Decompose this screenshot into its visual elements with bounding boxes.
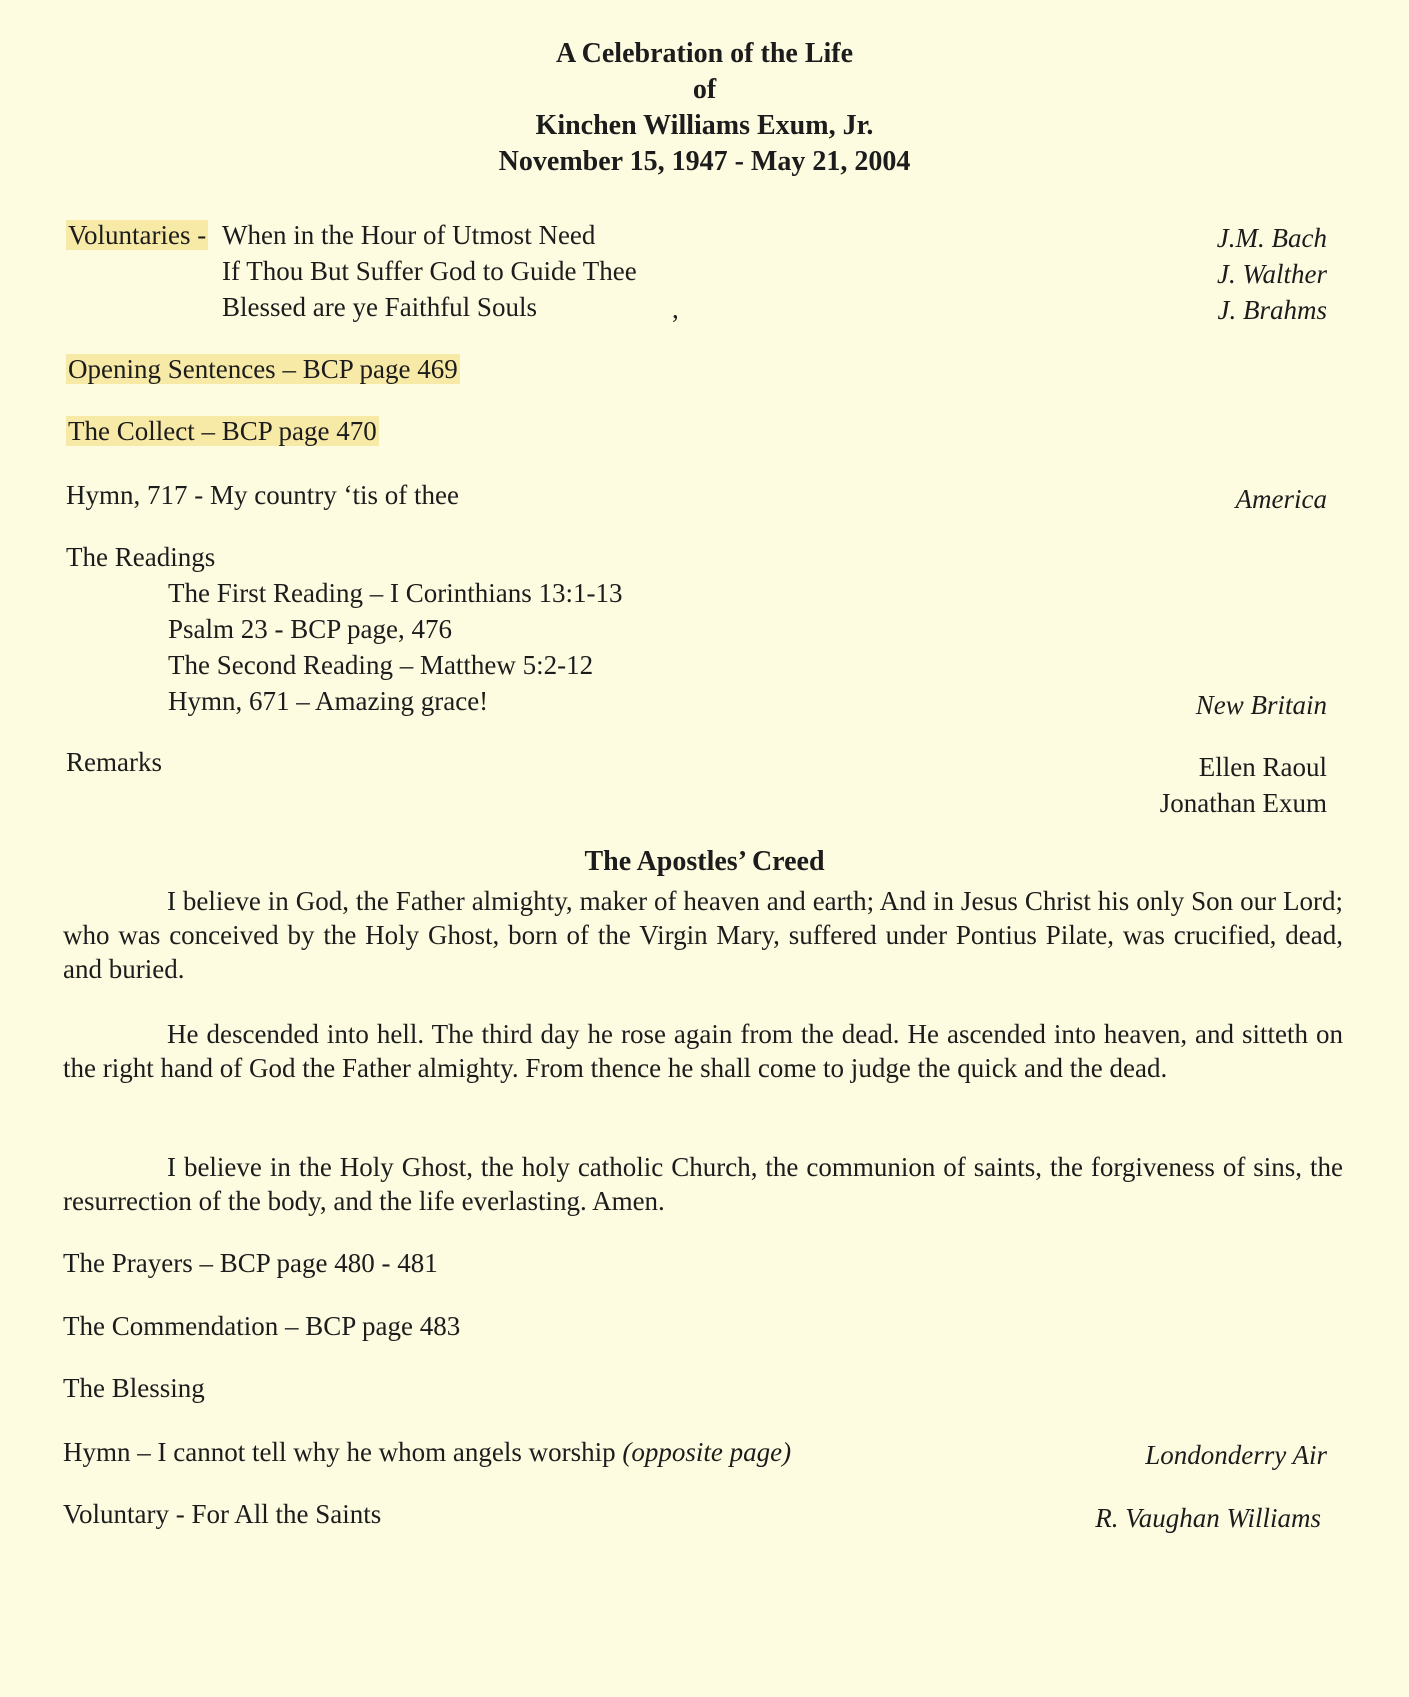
closing-voluntary: Voluntary - For All the Saints	[63, 1499, 382, 1529]
composer-vaughan-williams: R. Vaughan Williams	[1095, 1503, 1321, 1533]
closing-hymn-text: Hymn – I cannot tell why he whom angels worship	[63, 1437, 616, 1467]
voluntary-title-2: If Thou But Suffer God to Guide Thee	[222, 256, 637, 286]
tune-america: America	[1235, 484, 1327, 514]
closing-hymn-note: (opposite page)	[622, 1437, 792, 1467]
creed-paragraph-3: I believe in the Holy Ghost, the holy catholic Church, the communion of saints, the forgiveness of sins, the resurrection of the body, and the life everlasting. Amen.	[63, 1152, 1343, 1216]
creed-paragraph-2: He descended into hell. The third day he rose again from the dead. He ascended into heaven, and sitteth on the right hand of God the Father almighty. From thence he shall come to judge the quick and the dead.	[63, 1019, 1343, 1083]
title-line-1: A Celebration of the Life	[555, 38, 854, 69]
closing-hymn	[63, 1435, 791, 1469]
composer-bach: J.M. Bach	[1216, 223, 1327, 253]
tune-new-britain: New Britain	[1195, 690, 1327, 720]
title-line-2: of	[692, 74, 717, 105]
reading-psalm: Psalm 23 - BCP page, 476	[168, 614, 453, 644]
reading-1: The First Reading – I Corinthians 13:1-13	[168, 578, 623, 608]
opening-sentences: Opening Sentences – BCP page 469	[68, 354, 458, 384]
the-commendation: The Commendation – BCP page 483	[63, 1311, 461, 1341]
speaker-2: Jonathan Exum	[1159, 788, 1327, 818]
creed-paragraph-1: I believe in God, the Father almighty, maker of heaven and earth; And in Jesus Christ his only Son our Lord; who was conceived by the Holy Ghost, born of the Virgin Mary, suffered under Pontius Pilate, was crucified, dead, and buried.	[63, 886, 1343, 984]
voluntary-title-1: When in the Hour of Utmost Need	[222, 220, 596, 250]
the-prayers: The Prayers – BCP page 480 - 481	[63, 1248, 438, 1278]
title-line-4: November 15, 1947 - May 21, 2004	[498, 146, 911, 177]
the-blessing: The Blessing	[63, 1373, 205, 1403]
remarks-label: Remarks	[66, 747, 162, 777]
hymn-671: Hymn, 671 – Amazing grace!	[168, 686, 489, 716]
stray-mark: ,	[672, 294, 679, 324]
composer-brahms: J. Brahms	[1217, 295, 1327, 325]
title-line-3: Kinchen Williams Exum, Jr.	[535, 110, 874, 141]
composer-walther: J. Walther	[1217, 259, 1327, 289]
speaker-1: Ellen Raoul	[1198, 752, 1327, 782]
program-title	[0, 36, 1409, 180]
tune-londonderry-air: Londonderry Air	[1145, 1440, 1327, 1470]
reading-2: The Second Reading – Matthew 5:2-12	[168, 650, 594, 680]
the-collect: The Collect – BCP page 470	[68, 416, 377, 446]
readings-label: The Readings	[66, 542, 216, 572]
creed-heading: The Apostles’ Creed	[584, 846, 825, 877]
voluntary-title-3: Blessed are ye Faithful Souls	[222, 292, 537, 322]
hymn-717: Hymn, 717 - My country ‘tis of thee	[66, 480, 459, 510]
voluntaries-label: Voluntaries -	[68, 220, 207, 250]
